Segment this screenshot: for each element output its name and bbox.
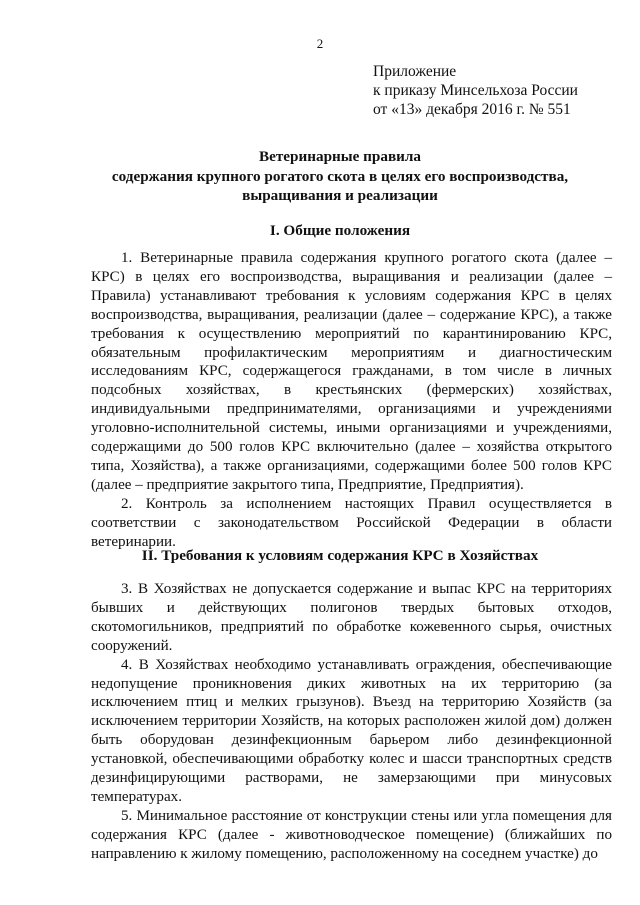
paragraph-1: 1. Ветеринарные правила содержания крупного рогатого скота (далее – КРС) в целях его воспроизводства, выращивания и реализации (далее – Правила) устанавливают требования к условиям содержания КРС в целях воспроизводства, выращивания, реализации (далее – содержание КРС), а также требования к осуществлению мероприятий по карантинированию КРС, обязательным профилактическим мероприятиям и диагностическим исследованиям КРС, содержащегося гражданами, в том числе в личных подсобных хозяйствах, в крестьянских (фермерских) хозяйствах, индивидуальными предпринимателями, организациями и учреждениями уголовно-исполнительной системы, иными организациями и учреждениями, содержащими до 500 голов КРС включительно (далее – хозяйства открытого типа, Хозяйства), а также организациями, содержащими более 500 голов КРС (далее – предприятие закрытого типа, Предприятие, Предприятия).: [91, 250, 612, 493]
title-line-1: Ветеринарные правила: [258, 148, 422, 165]
document-title: [60, 147, 620, 206]
paragraph-5: 5. Минимальное расстояние от конструкции стены или угла помещения для содержания КРС (далее - животноводческое помещение) (ближайших по направлению к жилому помещению, расположенному на соседнем участке) до: [91, 807, 612, 862]
section-1-heading: I. Общие положения: [269, 222, 411, 239]
appendix-line-3: от «13» декабря 2016 г. № 551: [373, 101, 571, 118]
title-line-3: выращивания и реализации: [242, 187, 438, 204]
appendix-line-2: к приказу Минсельхоза России: [373, 82, 578, 99]
paragraph-3: 3. В Хозяйствах не допускается содержание и выпас КРС на территориях бывших и действующих полигонов твердых бытовых отходов, скотомогильников, предприятий по обработке кожевенного сырья, очистных сооружений.: [91, 581, 612, 654]
section-2-heading: II. Требования к условиям содержания КРС в Хозяйствах: [141, 547, 539, 564]
title-line-2: содержания крупного рогатого скота в целях его воспроизводства,: [111, 167, 569, 185]
page-number: 2: [316, 36, 324, 51]
section-2-body: [91, 580, 612, 864]
paragraph-2: 2. Контроль за исполнением настоящих Правил осуществляется в соответствии с законодательством Российской Федерации в области ветеринарии.: [91, 495, 612, 550]
paragraph-4: 4. В Хозяйствах необходимо устанавливать ограждения, обеспечивающие недопущение проникновения диких животных на их территорию (за исключением птиц и мелких грызунов). Въезд на территорию Хозяйств (за исключением территории Хозяйств, на которых расположен жилой дом) должен быть оборудован дезинфекционным барьером либо дезинфекционной установкой, обеспечивающими обработку колес и шасси транспортных средств дезинфицирующими растворами, не замерзающими при минусовых температурах.: [91, 656, 612, 805]
section-1-body: [91, 249, 612, 552]
appendix-line-1: Приложение: [373, 63, 457, 80]
appendix-block: [373, 62, 578, 119]
